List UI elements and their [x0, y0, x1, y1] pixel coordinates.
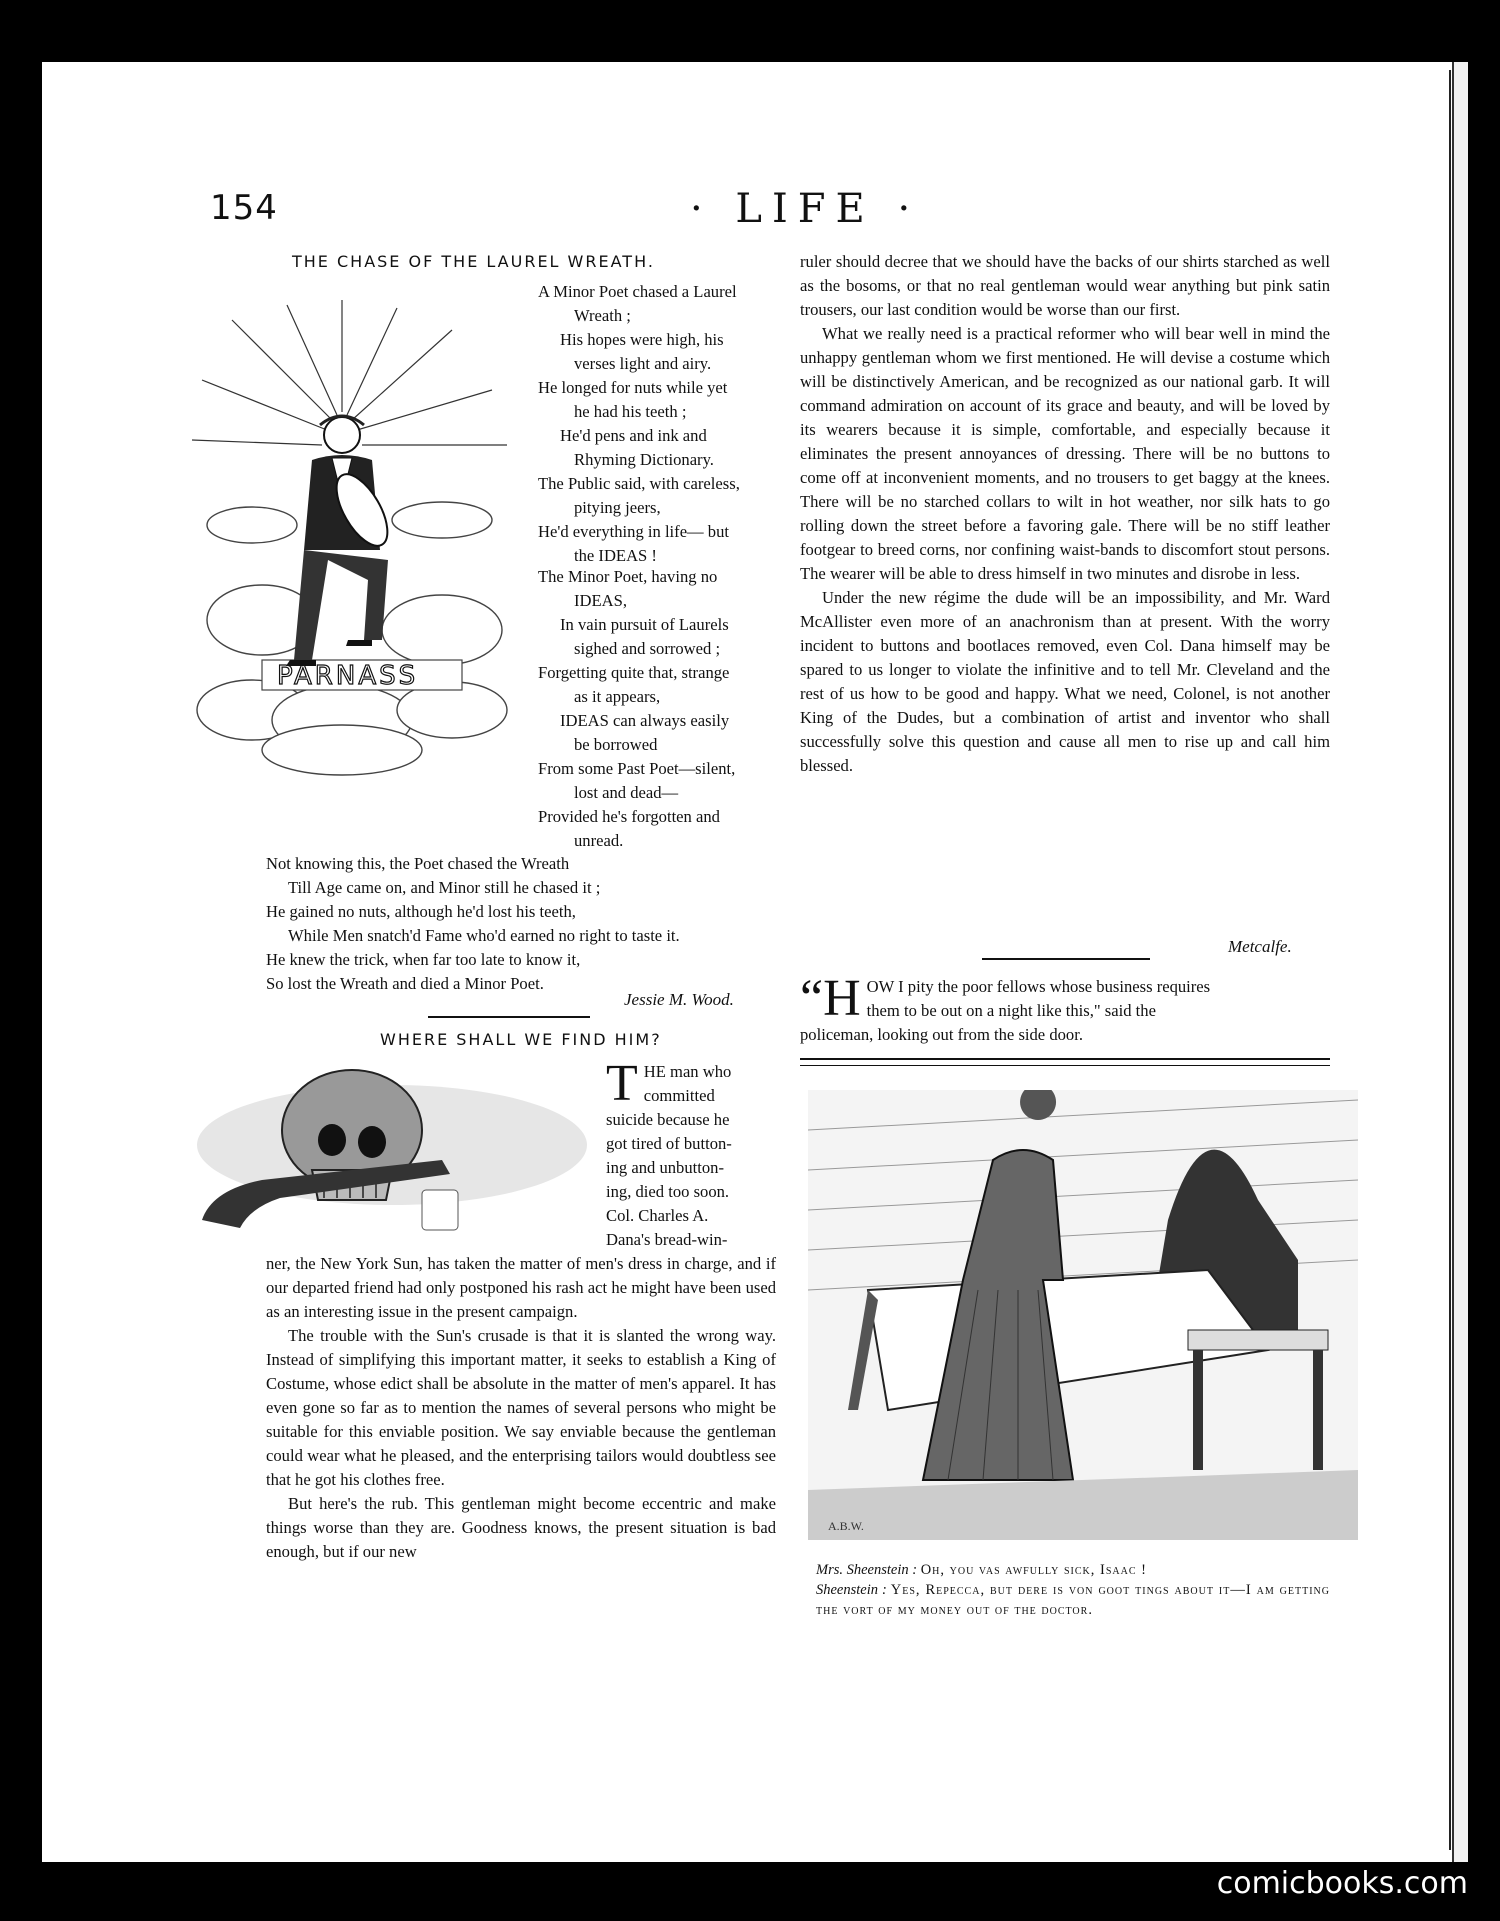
watermark: comicbooks.com	[1216, 1866, 1468, 1901]
prose-line: ing and unbutton-	[606, 1158, 724, 1177]
where-article-col1	[266, 1055, 776, 1564]
verse-line: The Minor Poet, having no	[538, 567, 718, 586]
prose-line: suicide because he	[606, 1110, 730, 1129]
verse-line: While Men snatch'd Fame who'd earned no right to taste it.	[288, 926, 680, 945]
where-paragraph-1: ner, the New York Sun, has taken the matter of men's dress in charge, and if our departed friend had only postponed his rash act he might have been used as an interesting issue in the present campaign.	[266, 1254, 776, 1321]
policeman-dropcap: “H	[800, 970, 861, 1027]
section-rule	[982, 958, 1150, 960]
cartoon-caption	[816, 1560, 1330, 1620]
verse-line: He'd everything in life— but	[538, 522, 730, 541]
page-gutter-line	[1449, 70, 1451, 1850]
verse-line: Wreath ;	[574, 306, 631, 325]
verse-line: unread.	[574, 831, 624, 850]
where-paragraph-4: ruler should decree that we should have the backs of our shirts starched as well as the bosoms, or that no real gentleman would wear anything but pink satin trousers, our last condition would be worse than our first.	[800, 252, 1330, 319]
prose-line: committed	[643, 1086, 715, 1105]
where-title: WHERE SHALL WE FIND HIM?	[380, 1030, 662, 1049]
laurel-author: Jessie M. Wood.	[624, 990, 734, 1009]
laurel-stanza-2	[538, 565, 776, 853]
laurel-stanza-3	[266, 852, 776, 996]
prose-line: got tired of button-	[606, 1134, 732, 1153]
verse-line: as it appears,	[574, 687, 661, 706]
verse-line: lost and dead—	[574, 783, 679, 802]
where-paragraph-6: Under the new régime the dude will be an impossibility, and Mr. Ward McAllister even more of an anachronism than at present. With the worry incident to buttons and bootlaces removed, even Col. Dana himself may be spared to us longer to violate the infinitive and to tell Mr. Cleveland and the rest of us how to be good and happy. What we need, Colonel, is not another King of the Dudes, but a combination of artist and inventor who shall successfully solve this question and cause all men to rise up and call him blessed.	[800, 588, 1330, 775]
prose-line: HE man who	[643, 1062, 732, 1081]
verse-line: So lost the Wreath and died a Minor Poet.	[266, 974, 544, 993]
section-double-rule	[800, 1058, 1330, 1066]
verse-line: Till Age came on, and Minor still he chased it ;	[288, 878, 601, 897]
prose-line: OW I pity the poor fellows whose business requires	[866, 977, 1211, 996]
section-rule	[428, 1016, 590, 1018]
laurel-title: THE CHASE OF THE LAUREL WREATH.	[292, 252, 655, 271]
verse-line: sighed and sorrowed ;	[574, 639, 721, 658]
parnassus-lettering: PARNASS	[277, 661, 419, 691]
facing-page-edge	[1452, 62, 1468, 1862]
verse-line: He'd pens and ink and	[560, 426, 707, 445]
poet-illustration	[192, 300, 532, 780]
where-wrap-block	[606, 1055, 776, 1252]
where-paragraph-2: The trouble with the Sun's crusade is that it is slanted the wrong way. Instead of simplifying this important matter, it seeks to establish a King of Costume, whose edict shall be absolute in the matter of men's apparel. It has even gone so far as to mention the names of several persons who might be suitable for this enviable position. We say enviable because the gentleman could wear what he pleased, and the enterprising tailors would doubtless see that he got his clothes free.	[266, 1326, 776, 1489]
where-author: Metcalfe.	[1228, 937, 1292, 956]
prose-line: them to be out on a night like this," said the	[866, 1001, 1156, 1020]
verse-line: He longed for nuts while yet	[538, 378, 728, 397]
verse-line: A Minor Poet chased a Laurel	[538, 282, 737, 301]
verse-line: Rhyming Dictionary.	[574, 450, 714, 469]
verse-line: the IDEAS !	[574, 546, 657, 565]
verse-line: he had his teeth ;	[574, 402, 687, 421]
caption-line: Oh, you vas awfully sick, Isaac !	[920, 1562, 1147, 1578]
caption-speaker: Mrs. Sheenstein :	[816, 1562, 918, 1578]
cartoon-signature: A.B.W.	[828, 1519, 864, 1533]
verse-line: pitying jeers,	[574, 498, 661, 517]
caption-speaker: Sheenstein :	[816, 1582, 887, 1598]
where-article-col2	[800, 250, 1330, 778]
where-paragraph-3: But here's the rub. This gentleman might become eccentric and make things worse than they are. Goodness knows, the present situation is bad enough, but if our new	[266, 1494, 776, 1561]
verse-line: He gained no nuts, although he'd lost his teeth,	[266, 902, 576, 921]
verse-line: verses light and airy.	[574, 354, 712, 373]
prose-line: ing, died too soon.	[606, 1182, 730, 1201]
where-dropcap: T	[606, 1055, 638, 1112]
verse-line: be borrowed	[574, 735, 658, 754]
prose-line: policeman, looking out from the side door.	[800, 1025, 1083, 1044]
verse-line: From some Past Poet—silent,	[538, 759, 736, 778]
where-paragraph-5: What we really need is a practical reformer who will bear well in mind the unhappy gentleman whom we first mentioned. He will devise a costume which will be distinctively American, and be recognized as our national garb. It will command admiration on account of its grace and beauty, and will be loved by its wearers because it is simple, comfortable, and especially because it eliminates the present annoyances of dressing. There will be no buttons to come off at inconvenient moments, and no trousers to get baggy at the knees. There will be no starched collars to wilt in hot weather, nor silk hats to go rolling down the street before a favoring gale. There will be no stiff leather footgear to breed corns, nor confining waist-bands to discomfort stout persons. The wearer will be able to dress himself in two minutes and disrobe in less.	[800, 324, 1330, 583]
verse-line: IDEAS,	[574, 591, 628, 610]
verse-line: In vain pursuit of Laurels	[560, 615, 729, 634]
verse-line: IDEAS can always easily	[560, 711, 730, 730]
prose-line: Dana's bread-win-	[606, 1230, 728, 1249]
sickroom-cartoon	[808, 1090, 1358, 1540]
verse-line: Provided he's forgotten and	[538, 807, 720, 826]
verse-line: His hopes were high, his	[560, 330, 724, 349]
policeman-joke	[800, 970, 1330, 1047]
prose-line: Col. Charles A.	[606, 1206, 709, 1225]
caption-line: Yes, Repecca, but dere is von goot tings about it—I am getting the vort of my money out of the doctor.	[816, 1582, 1331, 1618]
masthead: · LIFE ·	[690, 186, 921, 232]
laurel-stanza-1	[538, 280, 776, 568]
verse-line: He knew the trick, when far too late to know it,	[266, 950, 581, 969]
verse-line: The Public said, with careless,	[538, 474, 740, 493]
verse-line: Forgetting quite that, strange	[538, 663, 730, 682]
verse-line: Not knowing this, the Poet chased the Wreath	[266, 854, 570, 873]
page-number: 154	[210, 188, 278, 228]
